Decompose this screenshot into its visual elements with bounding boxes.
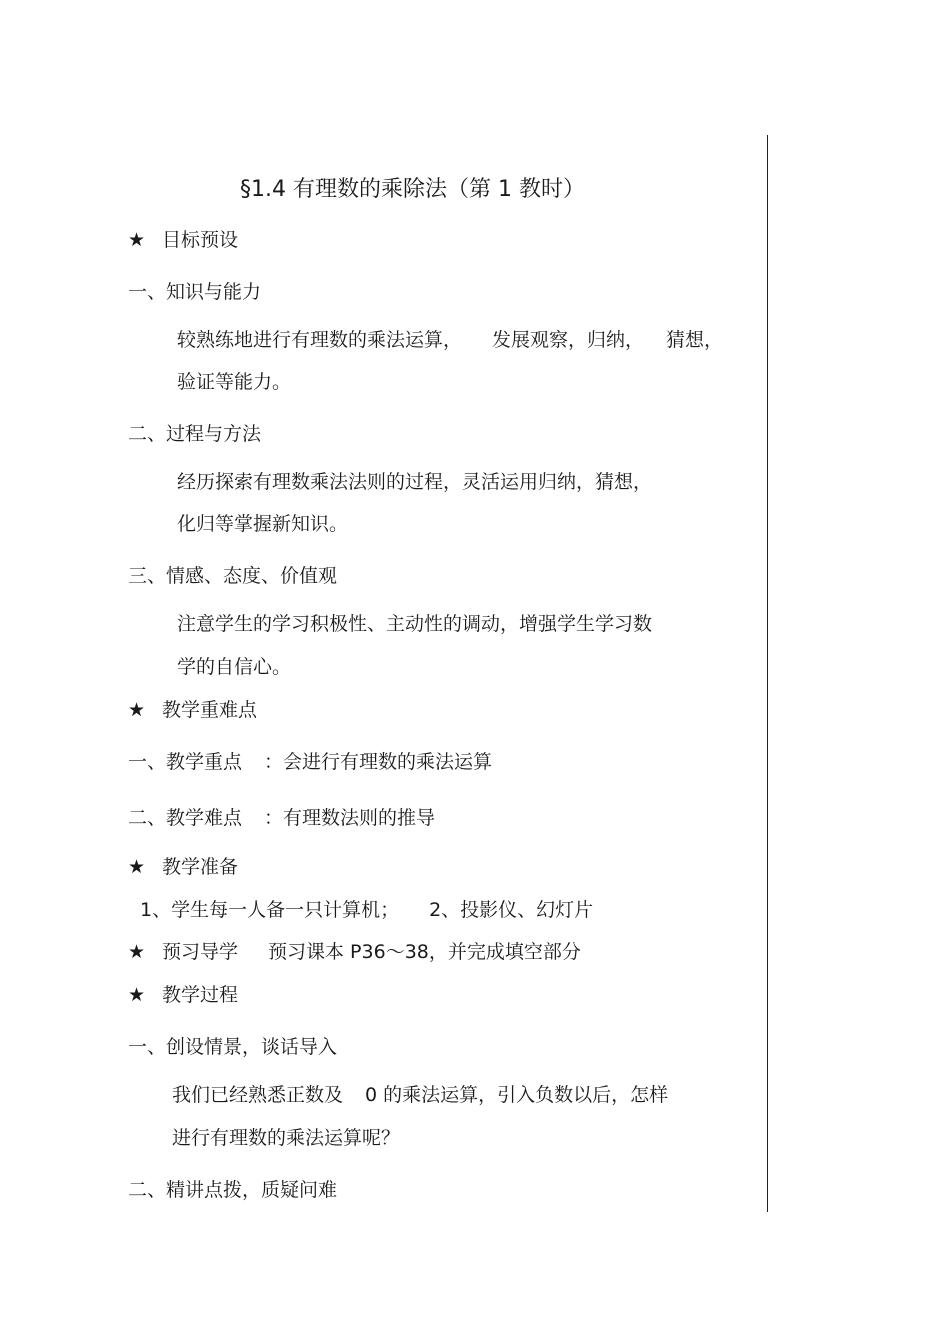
star-icon: ★	[128, 229, 146, 251]
goal1-line1-part-b: 发展观察，归纳，	[492, 329, 645, 351]
star-icon: ★	[128, 699, 146, 721]
section-prep-label: 教学准备	[162, 856, 239, 878]
section-goals	[128, 228, 238, 252]
proc1-line1-part-a: 我们已经熟悉正数及	[172, 1084, 344, 1106]
star-icon: ★	[128, 984, 146, 1006]
goal3-heading: 三、情感、态度、价值观	[128, 565, 338, 587]
prep-line	[140, 898, 593, 922]
proc2-heading: 二、精讲点拨，质疑问难	[128, 1179, 338, 1201]
section-process-label: 教学过程	[162, 984, 239, 1006]
key1-line	[128, 750, 492, 774]
section-keypoints-label: 教学重难点	[162, 699, 258, 721]
key1-label: 一、教学重点	[128, 751, 243, 773]
key2-line	[128, 806, 435, 830]
goal2-line2: 化归等掌握新知识。	[177, 513, 349, 535]
goal1-line1-part-c: 猜想，	[666, 329, 724, 351]
key1-colon: ：	[264, 751, 284, 773]
proc1-line1-part-b: 0 的乘法运算，引入负数以后，怎样	[365, 1084, 669, 1106]
section-preview-text: 预习课本 P36～38，并完成填空部分	[268, 941, 581, 963]
proc1-line1	[172, 1083, 668, 1107]
section-prep	[128, 855, 238, 879]
goal1-heading: 一、知识与能力	[128, 281, 262, 303]
prep-item-2: 2、投影仪、幻灯片	[429, 899, 594, 921]
section-preview-label: 预习导学	[162, 941, 239, 963]
goal1-line1-part-a: 较熟练地进行有理数的乘法运算，	[177, 329, 463, 351]
page-title: §1.4 有理数的乘除法（第 1 教时）	[240, 177, 585, 202]
key2-text: 有理数法则的推导	[283, 807, 436, 829]
section-goals-label: 目标预设	[162, 229, 239, 251]
margin-rule	[767, 135, 768, 1212]
goal1-line1	[177, 328, 723, 352]
section-process	[128, 983, 238, 1007]
goal3-line2: 学的自信心。	[177, 656, 292, 678]
key2-label: 二、教学难点	[128, 807, 243, 829]
goal2-line1: 经历探索有理数乘法法则的过程，灵活运用归纳，猜想，	[177, 471, 653, 493]
proc1-line2: 进行有理数的乘法运算呢？	[172, 1127, 401, 1149]
section-preview	[128, 940, 581, 964]
key1-text: 会进行有理数的乘法运算	[283, 751, 493, 773]
goal3-line1: 注意学生的学习积极性、主动性的调动，增强学生学习数	[177, 613, 653, 635]
goal1-line2: 验证等能力。	[177, 371, 292, 393]
section-keypoints	[128, 698, 257, 722]
key2-colon: ：	[264, 807, 284, 829]
prep-item-1: 1、学生每一人备一只计算机；	[140, 899, 400, 921]
star-icon: ★	[128, 856, 146, 878]
goal2-heading: 二、过程与方法	[128, 423, 262, 445]
proc1-heading: 一、创设情景，谈话导入	[128, 1036, 338, 1058]
star-icon: ★	[128, 941, 146, 963]
